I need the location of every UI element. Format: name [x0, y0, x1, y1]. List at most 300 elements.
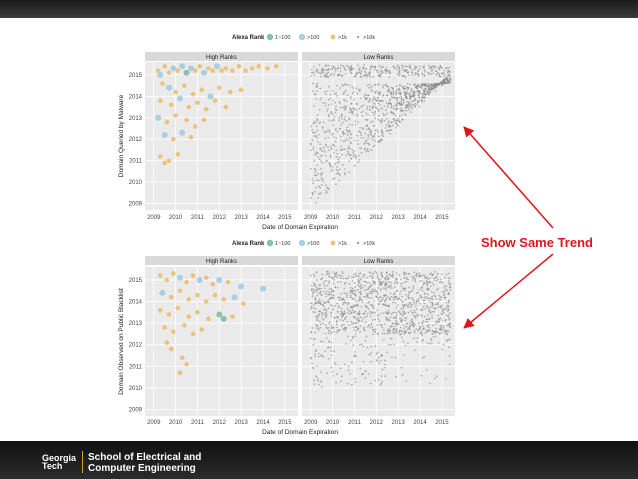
data-point-low — [310, 144, 312, 146]
y-tick-label: 2015 — [128, 72, 142, 79]
data-point-low — [325, 138, 327, 140]
data-point-low — [413, 337, 415, 339]
data-point-low — [323, 72, 325, 74]
data-point-low — [355, 326, 357, 328]
data-point-low — [354, 351, 356, 353]
data-point-low — [416, 87, 418, 89]
data-point-low — [378, 103, 380, 105]
data-point-low — [355, 124, 357, 126]
data-point-low — [371, 138, 373, 140]
data-point-low — [447, 67, 449, 69]
data-point-low — [331, 342, 333, 344]
plot-panel — [302, 267, 455, 416]
data-point-low — [389, 297, 391, 299]
data-point-low — [369, 353, 371, 355]
data-point-low — [363, 143, 365, 145]
data-point-low — [336, 320, 338, 322]
data-point-low — [387, 320, 389, 322]
data-point-low — [330, 288, 332, 290]
data-point-low — [323, 130, 325, 132]
data-point-low — [324, 302, 326, 304]
data-point-low — [403, 324, 405, 326]
data-point-low — [339, 74, 341, 76]
data-point-low — [310, 308, 312, 310]
data-point-low — [336, 273, 338, 275]
data-point-low — [365, 141, 367, 143]
data-point-low — [320, 160, 322, 162]
data-point-low — [384, 301, 386, 303]
data-point-low — [348, 147, 350, 149]
data-point-low — [367, 296, 369, 298]
data-point-low — [429, 383, 431, 385]
data-point-low — [428, 94, 430, 96]
data-point-low — [382, 87, 384, 89]
data-point-low — [344, 140, 346, 142]
data-point-low — [337, 75, 339, 77]
data-point-low — [385, 109, 387, 111]
data-point-low — [406, 277, 408, 279]
data-point-low — [350, 306, 352, 308]
data-point-low — [397, 108, 399, 110]
data-point-low — [393, 118, 395, 120]
data-point-low — [399, 121, 401, 123]
data-point-low — [393, 297, 395, 299]
data-point-low — [424, 276, 426, 278]
data-point-low — [402, 75, 404, 77]
x-tick-label: 2011 — [348, 215, 361, 221]
data-point-low — [313, 304, 315, 306]
data-point-low — [315, 351, 317, 353]
data-point-low — [325, 65, 327, 67]
data-point-low — [438, 69, 440, 71]
data-point-low — [314, 332, 316, 334]
data-point-low — [389, 130, 391, 132]
data-point-low — [331, 148, 333, 150]
data-point-low — [370, 324, 372, 326]
data-point-low — [340, 107, 342, 109]
data-point-low — [320, 301, 322, 303]
data-point-low — [317, 377, 319, 379]
data-point-low — [335, 111, 337, 113]
data-point-low — [353, 344, 355, 346]
data-point-low — [391, 96, 393, 98]
data-point-low — [373, 329, 375, 331]
data-point-low — [354, 298, 356, 300]
data-point-low — [437, 67, 439, 69]
data-point-low — [428, 73, 430, 75]
data-point-low — [360, 72, 362, 74]
data-point-low — [354, 120, 356, 122]
data-point-low — [383, 115, 385, 117]
data-point-low — [330, 155, 332, 157]
data-point-low — [333, 331, 335, 333]
data-point-low — [372, 273, 374, 275]
data-point-low — [412, 298, 414, 300]
data-point-low — [371, 326, 373, 328]
data-point-low — [414, 278, 416, 280]
data-point-low — [431, 343, 433, 345]
data-point-low — [325, 280, 327, 282]
data-point-low — [414, 98, 416, 100]
data-point-low — [393, 91, 395, 93]
data-point — [177, 95, 183, 101]
data-point-low — [399, 115, 401, 117]
data-point-low — [376, 324, 378, 326]
data-point-low — [427, 318, 429, 320]
data-point-low — [319, 303, 321, 305]
data-point-low — [324, 333, 326, 335]
x-tick-label: 2009 — [147, 420, 161, 426]
data-point-low — [340, 136, 342, 138]
data-point-low — [365, 133, 367, 135]
data-point-low — [365, 377, 367, 379]
data-point-low — [345, 138, 347, 140]
data-point-low — [368, 324, 370, 326]
data-point-low — [411, 89, 413, 91]
data-point-low — [411, 71, 413, 73]
data-point-low — [385, 83, 387, 85]
data-point-low — [409, 322, 411, 324]
data-point-low — [330, 94, 332, 96]
data-point-low — [311, 327, 313, 329]
data-point-low — [328, 280, 330, 282]
data-point-low — [314, 311, 316, 313]
data-point-low — [413, 302, 415, 304]
data-point-low — [359, 311, 361, 313]
data-point-low — [405, 94, 407, 96]
data-point-low — [325, 316, 327, 318]
data-point-low — [328, 119, 330, 121]
data-point-low — [448, 324, 450, 326]
data-point-low — [397, 304, 399, 306]
data-point-low — [440, 299, 442, 301]
data-point-low — [379, 93, 381, 95]
data-point-low — [429, 327, 431, 329]
data-point-low — [387, 112, 389, 114]
data-point-low — [345, 293, 347, 295]
data-point-low — [327, 129, 329, 131]
data-point-low — [397, 74, 399, 76]
data-point-low — [330, 156, 332, 158]
data-point-low — [423, 306, 425, 308]
data-point-low — [357, 143, 359, 145]
data-point-low — [351, 124, 353, 126]
data-point-low — [369, 144, 371, 146]
data-point-low — [324, 151, 326, 153]
data-point-low — [395, 332, 397, 334]
data-point-low — [433, 292, 435, 294]
data-point-low — [374, 140, 376, 142]
data-point-low — [414, 66, 416, 68]
data-point-low — [342, 271, 344, 273]
data-point-low — [329, 293, 331, 295]
y-tick-label: 2009 — [128, 407, 142, 414]
data-point-low — [443, 287, 445, 289]
data-point-low — [408, 279, 410, 281]
data-point-low — [408, 87, 410, 89]
data-point — [167, 70, 172, 75]
data-point-low — [315, 327, 317, 329]
data-point-low — [381, 73, 383, 75]
data-point-low — [389, 320, 391, 322]
data-point-low — [424, 70, 426, 72]
y-tick-label: 2012 — [128, 137, 142, 144]
data-point-low — [440, 281, 442, 283]
data-point-low — [327, 273, 329, 275]
data-point-low — [310, 275, 312, 277]
data-point-low — [320, 76, 322, 78]
data-point-low — [394, 287, 396, 289]
data-point-low — [361, 306, 363, 308]
data-point-low — [333, 290, 335, 292]
data-point-low — [339, 102, 341, 104]
data-point-low — [340, 297, 342, 299]
data-point — [175, 306, 180, 311]
data-point — [232, 294, 238, 300]
data-point-low — [368, 135, 370, 137]
data-point-low — [372, 146, 374, 148]
data-point-low — [400, 278, 402, 280]
data-point-low — [350, 292, 352, 294]
data-point-low — [334, 73, 336, 75]
data-point-low — [351, 362, 353, 364]
data-point — [221, 316, 227, 322]
data-point-low — [368, 151, 370, 153]
data-point-low — [375, 67, 377, 69]
data-point — [175, 68, 180, 73]
data-point-low — [421, 280, 423, 282]
data-point-low — [373, 136, 375, 138]
data-point-low — [331, 73, 333, 75]
data-point-low — [443, 79, 445, 81]
data-point-low — [337, 281, 339, 283]
data-point-low — [395, 94, 397, 96]
data-point-low — [331, 367, 333, 369]
data-point-low — [449, 355, 451, 357]
data-point-low — [355, 72, 357, 74]
data-point-low — [321, 317, 323, 319]
data-point-low — [439, 281, 441, 283]
data-point-low — [354, 140, 356, 142]
data-point — [250, 66, 255, 71]
data-point-low — [427, 321, 429, 323]
data-point-low — [337, 287, 339, 289]
data-point-low — [446, 339, 448, 341]
data-point-low — [365, 112, 367, 114]
data-point — [165, 278, 170, 283]
data-point-low — [396, 100, 398, 102]
data-point-low — [325, 293, 327, 295]
data-point-low — [335, 105, 337, 107]
data-point-low — [384, 120, 386, 122]
data-point-low — [396, 124, 398, 126]
data-point-low — [365, 310, 367, 312]
data-point-low — [339, 175, 341, 177]
data-point-low — [393, 114, 395, 116]
data-point-low — [392, 273, 394, 275]
data-point-low — [313, 66, 315, 68]
data-point-low — [333, 152, 335, 154]
data-point-low — [328, 307, 330, 309]
data-point-low — [396, 89, 398, 91]
data-point — [186, 314, 191, 319]
data-point-low — [362, 301, 364, 303]
data-point-low — [419, 68, 421, 70]
data-point-low — [323, 306, 325, 308]
data-point-low — [367, 347, 369, 349]
data-point-low — [416, 314, 418, 316]
data-point-low — [329, 276, 331, 278]
data-point-low — [313, 74, 315, 76]
data-point-low — [411, 74, 413, 76]
data-point-low — [340, 313, 342, 315]
data-point-low — [408, 312, 410, 314]
data-point-low — [401, 314, 403, 316]
data-point-low — [396, 321, 398, 323]
data-point-low — [395, 376, 397, 378]
data-point-low — [344, 364, 346, 366]
data-point-low — [316, 85, 318, 87]
data-point-low — [358, 131, 360, 133]
data-point-low — [431, 317, 433, 319]
data-point-low — [438, 342, 440, 344]
data-point-low — [355, 157, 357, 159]
data-point-low — [449, 312, 451, 314]
data-point-low — [364, 70, 366, 72]
data-point-low — [369, 327, 371, 329]
data-point-low — [420, 310, 422, 312]
data-point-low — [328, 99, 330, 101]
data-point-low — [411, 106, 413, 108]
data-point-low — [313, 379, 315, 381]
data-point-low — [375, 319, 377, 321]
data-point-low — [432, 305, 434, 307]
data-point-low — [335, 275, 337, 277]
data-point-low — [443, 327, 445, 329]
data-point-low — [400, 320, 402, 322]
y-tick-label: 2013 — [128, 115, 142, 122]
data-point-low — [450, 78, 452, 80]
data-point — [162, 161, 167, 166]
data-point-low — [315, 187, 317, 189]
data-point-low — [441, 296, 443, 298]
data-point — [158, 154, 163, 159]
data-point-low — [426, 331, 428, 333]
data-point — [239, 88, 244, 93]
legend-label: >10k — [363, 241, 376, 247]
data-point-low — [425, 293, 427, 295]
data-point-low — [386, 271, 388, 273]
data-point-low — [421, 101, 423, 103]
data-point-low — [378, 362, 380, 364]
data-point-low — [351, 277, 353, 279]
data-point-low — [435, 304, 437, 306]
data-point-low — [392, 276, 394, 278]
data-point-low — [374, 312, 376, 314]
data-point-low — [420, 297, 422, 299]
data-point-low — [338, 119, 340, 121]
data-point-low — [370, 383, 372, 385]
data-point-low — [374, 103, 376, 105]
data-point-low — [380, 296, 382, 298]
data-point — [219, 68, 224, 73]
data-point-low — [390, 344, 392, 346]
data-point-low — [359, 344, 361, 346]
data-point-low — [325, 190, 327, 192]
data-point-low — [427, 282, 429, 284]
data-point-low — [377, 287, 379, 289]
data-point-low — [336, 156, 338, 158]
data-point-low — [328, 162, 330, 164]
data-point-low — [362, 111, 364, 113]
data-point-low — [428, 324, 430, 326]
data-point-low — [400, 96, 402, 98]
data-point-low — [448, 347, 450, 349]
data-point-low — [328, 104, 330, 106]
data-point-low — [415, 305, 417, 307]
data-point-low — [427, 277, 429, 279]
data-point-low — [340, 274, 342, 276]
data-point-low — [405, 294, 407, 296]
data-point-low — [432, 333, 434, 335]
data-point-low — [342, 298, 344, 300]
data-point-low — [396, 272, 398, 274]
data-point-low — [442, 282, 444, 284]
data-point-low — [381, 100, 383, 102]
data-point-low — [335, 129, 337, 131]
data-point-low — [315, 153, 317, 155]
data-point-low — [389, 287, 391, 289]
data-point-low — [419, 275, 421, 277]
data-point-low — [317, 301, 319, 303]
data-point-low — [336, 373, 338, 375]
data-point-low — [361, 374, 363, 376]
data-point-low — [437, 74, 439, 76]
data-point-low — [410, 111, 412, 113]
data-point-low — [386, 319, 388, 321]
data-point-low — [346, 343, 348, 345]
data-point-low — [437, 288, 439, 290]
data-point-low — [422, 357, 424, 359]
data-point-low — [374, 288, 376, 290]
data-point-low — [346, 297, 348, 299]
data-point-low — [317, 380, 319, 382]
data-point-low — [445, 378, 447, 380]
data-point-low — [310, 331, 312, 333]
x-tick-label: 2015 — [435, 420, 449, 426]
data-point-low — [326, 291, 328, 293]
data-point-low — [360, 76, 362, 78]
data-point-low — [428, 308, 430, 310]
data-point-low — [371, 275, 373, 277]
data-point-low — [347, 132, 349, 134]
data-point-low — [413, 287, 415, 289]
data-point-low — [414, 350, 416, 352]
data-point-low — [382, 297, 384, 299]
data-point-low — [411, 318, 413, 320]
data-point-low — [313, 367, 315, 369]
data-point-low — [347, 302, 349, 304]
data-point-low — [356, 318, 358, 320]
data-point-low — [359, 298, 361, 300]
data-point-low — [347, 278, 349, 280]
data-point-low — [325, 314, 327, 316]
data-point-low — [386, 68, 388, 70]
data-point-low — [364, 289, 366, 291]
data-point-low — [314, 191, 316, 193]
data-point-low — [353, 87, 355, 89]
data-point-low — [344, 312, 346, 314]
